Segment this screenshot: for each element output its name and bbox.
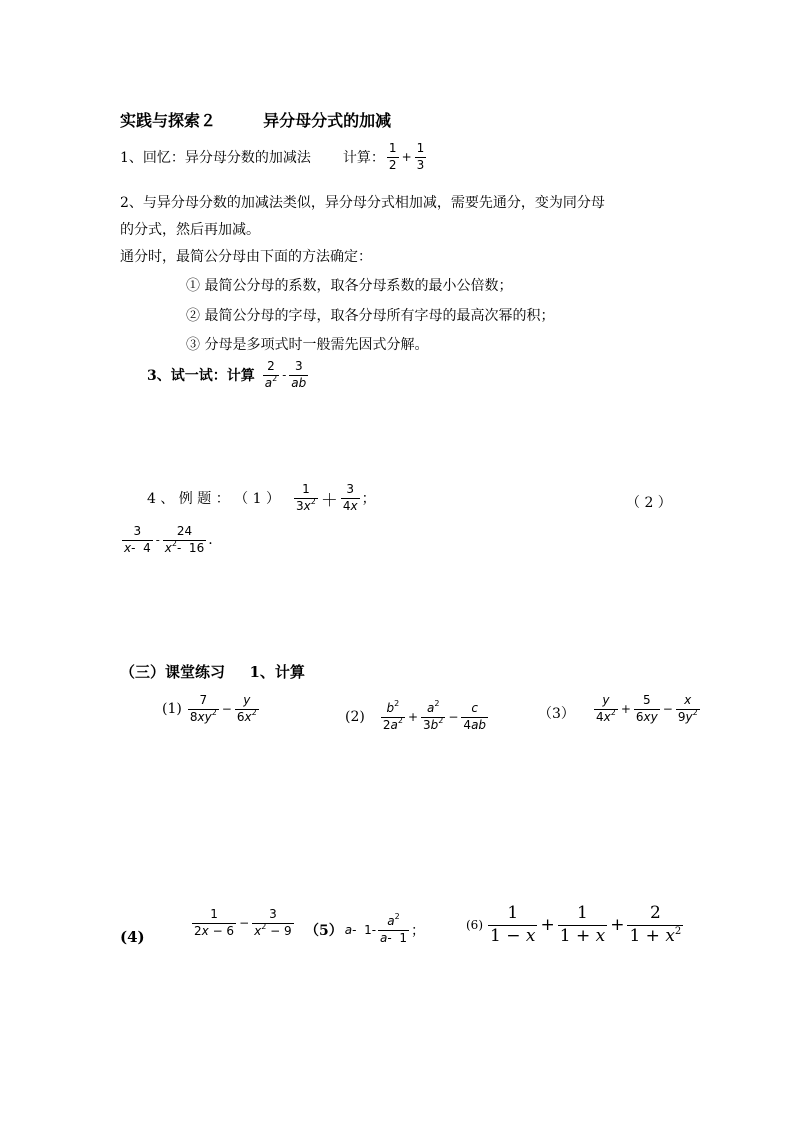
problem-1-label: (1) (162, 701, 182, 718)
item-3-label: 3、试一试：计算 (147, 368, 255, 385)
fraction-y-over-4x2: $\frac{y}{4x^2}$ (596, 693, 616, 724)
item-1-calc-label: 计算： (342, 150, 385, 167)
rule-2: ② 最简公分母的字母，取各分母所有字母的最高次幂的积； (186, 308, 555, 324)
fraction-2-over-a2: $\frac{2}{a^2}$ (264, 359, 278, 390)
fraction-3-over-4x: $\frac{3}{4x}$ (342, 482, 358, 513)
fraction-1-3: $\frac{1}{3}$ (416, 141, 425, 172)
item-3: 3、试一试：计算 $\frac{2}{a^2}$ - $\frac{3}{ab}$ (147, 359, 307, 390)
rule-3: ③ 分母是多项式时一般需先因式分解。 (186, 337, 429, 353)
fraction-1-over-2x-6: $\frac{1}{2x - 6}$ (194, 907, 235, 938)
item-1 (120, 142, 428, 173)
problem-3-label: （3） (538, 706, 575, 722)
problem-4-label: (4) (120, 928, 145, 946)
fraction-x-over-9y2: $\frac{x}{9y^2}$ (677, 693, 698, 724)
item-4: 4 、 例 题 ： （ 1 ） $\frac{1}{3x^2}$ ＋ $\frac{3}{4x}$ ； (147, 482, 376, 513)
item-2-line2: 的分式，然后再加减。 (120, 222, 260, 238)
plus-sign: + (401, 150, 412, 165)
problem-5: （5） a- 1- $\frac{a^2}{a- 1}$ ； (305, 912, 425, 945)
problem-2: (2) $\frac{b^2}{2a^2}$ + $\frac{a^2}{3b^2}$ − $\frac{c}{4ab}$ (345, 699, 487, 732)
fraction-y-over-6x2: $\frac{y}{6x^2}$ (236, 693, 257, 724)
fraction-3-over-x2-9: $\frac{3}{x^2 - 9}$ (254, 907, 292, 938)
item-2-line3: 通分时，最简公分母由下面的方法确定： (120, 249, 372, 265)
item-2-line1: 2、与异分母分数的加减法类似，异分母分式相加减，需要先通分，变为同分母 (120, 195, 605, 211)
fraction-a2-over-3b2: $\frac{a^2}{3b^2}$ (423, 699, 444, 732)
rule-1: ① 最简公分母的系数，取各分母系数的最小公倍数； (186, 278, 513, 294)
item-4-label-2: （ 2 ） (626, 495, 672, 511)
page-title (120, 108, 391, 131)
title-part1: 实践与探索２ (120, 111, 217, 130)
fraction-1-over-1-plus-x: $\frac{1}{1 + x}$ (559, 903, 606, 946)
fraction-24-over-x2-minus-16: $\frac{24}{x^2- 16}$ (164, 524, 205, 555)
practice-heading (120, 661, 305, 682)
item-4-label: 4 、 例 题 ： （ 1 ） (147, 491, 280, 508)
fraction-b2-over-2a2: $\frac{b^2}{2a^2}$ (382, 699, 403, 732)
fraction-a2-over-a-1: $\frac{a^2}{a- 1}$ (380, 912, 407, 945)
title-part2: 异分母分式的加减 (263, 111, 392, 130)
problem-4: $\frac{1}{2x - 6}$ − $\frac{3}{x^2 - 9}$ (194, 907, 292, 938)
fraction-3-over-ab: $\frac{3}{ab}$ (291, 359, 307, 390)
item-1-text: 1、回忆：异分母分数的加减法 (120, 150, 311, 167)
fraction-2-over-1-plus-x2: $\frac{2}{1 + x^2}$ (629, 903, 682, 946)
practice-sub: 1、计算 (249, 663, 305, 681)
problem-3: $\frac{y}{4x^2}$ + $\frac{5}{6xy}$ − $\frac{x}{9y^2}$ (596, 693, 698, 724)
problem-2-label: (2) (345, 709, 365, 726)
period: . (208, 532, 213, 549)
fraction-1-over-1-minus-x: $\frac{1}{1 - x}$ (490, 903, 536, 946)
fraction-7-over-8xy2: $\frac{7}{8xy^2}$ (189, 693, 217, 724)
fraction-c-over-4ab: $\frac{c}{4ab}$ (463, 701, 487, 732)
problem-5-semicolon: ； (411, 923, 425, 940)
fraction-3-over-x-minus-4: $\frac{3}{x- 4}$ (124, 524, 151, 555)
problem-5-label: （5） (305, 923, 343, 940)
problem-6: (6) $\frac{1}{1 - x}$ + $\frac{1}{1 + x}$ + $\frac{2}{1 + x^2}$ (466, 903, 682, 946)
problem-1: (1) $\frac{7}{8xy^2}$ − $\frac{y}{6x^2}$ (162, 693, 257, 724)
item-4-part-2: $\frac{3}{x- 4}$ - $\frac{24}{x^2- 16}$ . (124, 524, 213, 555)
fraction-1-over-3x2: $\frac{1}{3x^2}$ (295, 482, 316, 513)
fraction-5-over-6xy: $\frac{5}{6xy}$ (635, 693, 658, 724)
fraction-1-2: $\frac{1}{2}$ (388, 141, 397, 172)
semicolon: ； (361, 491, 376, 508)
problem-6-label: (6) (466, 918, 483, 933)
practice-heading-text: （三）课堂练习 (120, 663, 226, 681)
